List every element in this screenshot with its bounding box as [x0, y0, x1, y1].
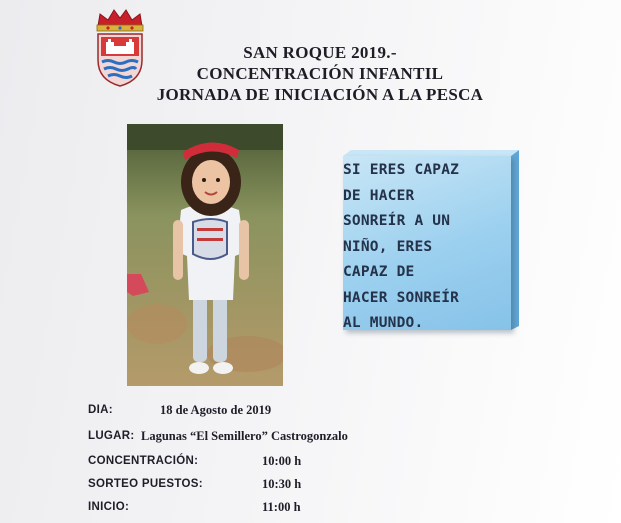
dia-label: DIA: [88, 404, 113, 416]
dia-value: 18 de Agosto de 2019 [160, 403, 272, 417]
concentracion-label: CONCENTRACIÓN: [88, 455, 199, 467]
sorteo-label: SORTEO PUESTOS: [88, 478, 203, 490]
sorteo-value: 10:30 h [262, 477, 302, 491]
quote-line-4: NIÑO, ERES [343, 238, 433, 255]
concentracion-value: 10:00 h [262, 454, 302, 468]
lugar-label: LUGAR: [88, 430, 135, 442]
title-line-3: JORNADA DE INICIACIÓN A LA PESCA [156, 85, 484, 104]
title-line-1: SAN ROQUE 2019.- [243, 43, 397, 62]
quote-line-5: CAPAZ DE [343, 264, 415, 280]
lugar-value: Lagunas “El Semillero” Castrogonzalo [141, 429, 348, 443]
inicio-label: INICIO: [88, 501, 130, 513]
quote-line-2: DE HACER [343, 187, 415, 204]
inicio-value: 11:00 h [262, 500, 301, 514]
quote-line-7: AL MUNDO. [343, 315, 424, 331]
quote-line-3: SONREÍR A UN [343, 213, 451, 229]
quote-line-6: HACER SONREÍR [343, 289, 460, 306]
quote-line-1: SI ERES CAPAZ [343, 162, 460, 178]
title-line-2: CONCENTRACIÓN INFANTIL [196, 64, 444, 83]
